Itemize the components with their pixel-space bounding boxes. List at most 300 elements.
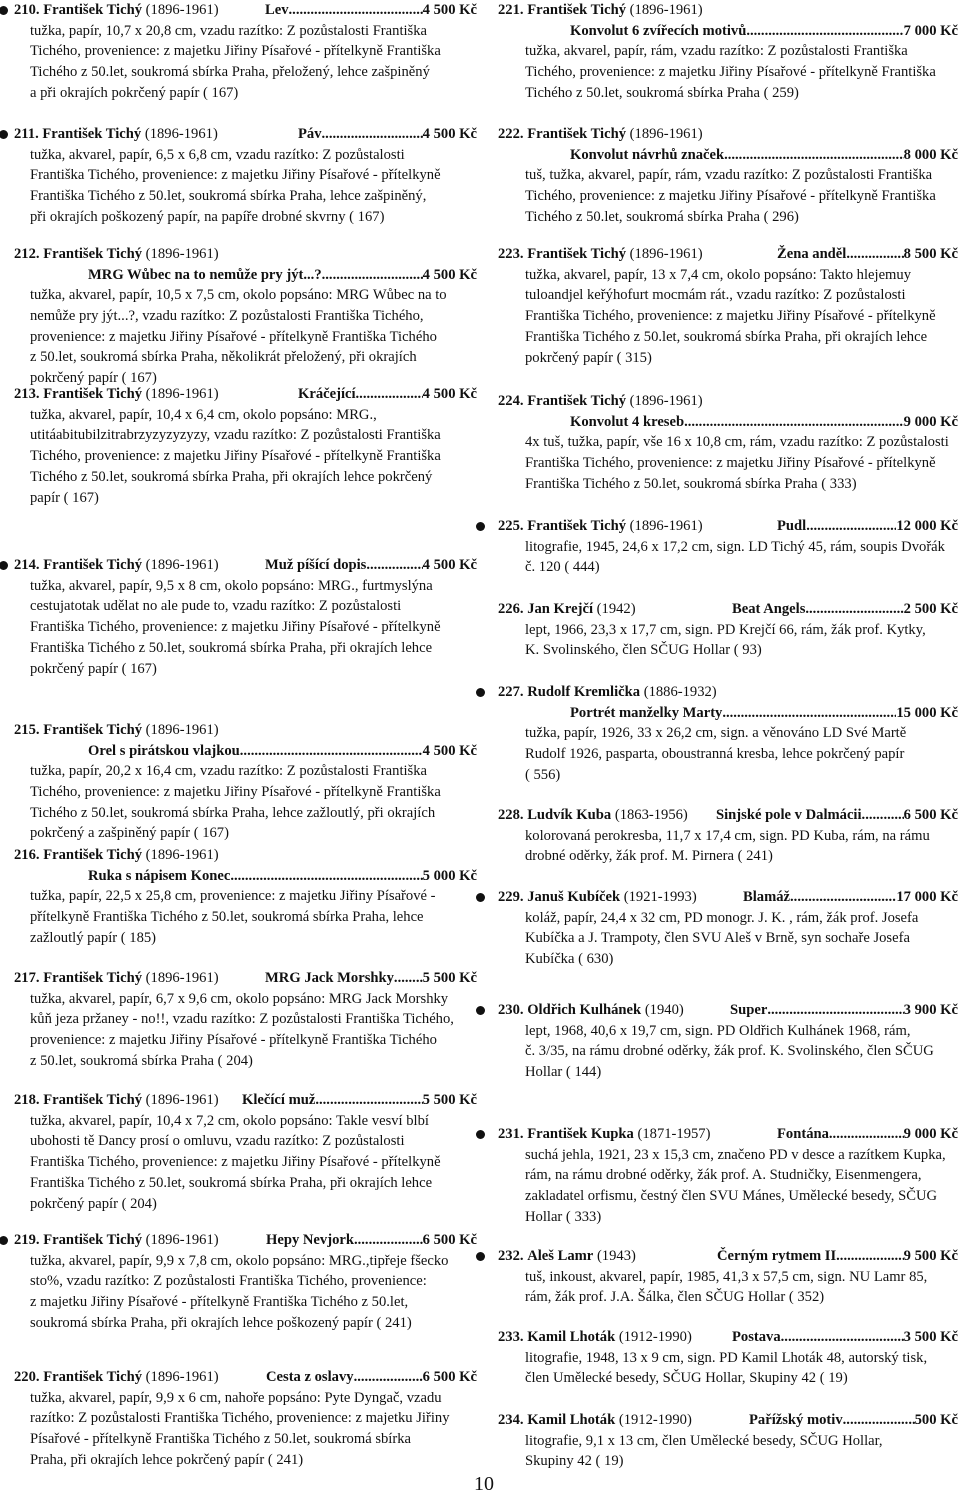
leader-dots <box>843 1410 915 1431</box>
author-name: František Tichý <box>43 722 142 738</box>
description-line: z 50.let, soukromá sbírka Praha, několikrát přeložený, při okrajích <box>30 349 417 366</box>
title-price-row <box>730 1000 958 1021</box>
author-name: František Tichý <box>43 2 142 18</box>
author-dates: (1871-1957) <box>637 1126 711 1142</box>
leader-dots <box>354 1367 423 1388</box>
description-line: Tichého z 50.let, soukromá sbírka Praha, při okrajích lehce pokrčený <box>30 468 433 485</box>
price: 4 500 Kč <box>422 126 477 142</box>
description-line: Hollar ( 333) <box>525 1208 602 1225</box>
author-dates: (1896-1961) <box>629 518 703 534</box>
price: 9 000 Kč <box>903 413 958 430</box>
description-line: Františka Tichého, provenience: z majetku Jiřiny Písařové - přítelkyně <box>30 1154 441 1171</box>
entry-description <box>525 165 958 227</box>
author-dates: (1896-1961) <box>145 1369 219 1385</box>
entry-description <box>30 21 477 104</box>
price: 9 000 Kč <box>903 1126 958 1142</box>
entry-header <box>498 805 958 826</box>
catalog-entry <box>3 968 477 1072</box>
price: 7 000 Kč <box>903 22 958 39</box>
entry-description <box>525 1348 958 1389</box>
price: 6 500 Kč <box>903 807 958 823</box>
title-price-row <box>242 1090 477 1111</box>
lot-number: 217. <box>14 970 40 986</box>
leader-dots <box>829 1124 904 1145</box>
author-name: Kamil Lhoták <box>527 1329 616 1345</box>
description-line: tuloandjel keřýhofurt mocmám rát., vzadu razítko: Z pozůstalosti <box>525 287 906 304</box>
description-line: tužka, akvarel, papír, 13 x 7,4 cm, okolo popsáno: Takto hlejemuy <box>525 266 911 283</box>
author-name: Oldřich Kulhánek <box>527 1002 642 1018</box>
title-price-row <box>717 1246 958 1267</box>
description-line: Františka Tichého z 50.let, soukromá sbírka Praha, lehce zašpiněný, <box>30 188 427 205</box>
price: 2 500 Kč <box>903 601 958 617</box>
description-line: tužka, papír, 10,7 x 20,8 cm, vzadu razítko: Z pozůstalosti Františka <box>30 22 428 39</box>
description-line: suchá jehla, 1921, 23 x 15,3 cm, značeno PD v desce a razítkem Kupka, <box>525 1146 946 1163</box>
leader-dots <box>356 384 423 405</box>
description-line: kolorovaná perokresba, 11,7 x 17,4 cm, sign. PD Kuba, rám, na rámu <box>525 827 930 844</box>
lot-number: 218. <box>14 1092 40 1108</box>
price: 17 000 Kč <box>896 889 958 905</box>
artwork-title: Super <box>730 1002 768 1018</box>
title-price-row <box>570 412 958 433</box>
entry-description <box>30 1251 477 1334</box>
title-price-row <box>88 741 477 762</box>
leader-dots <box>781 1327 904 1348</box>
title-price-row <box>743 887 958 908</box>
entry-heading <box>498 1000 684 1021</box>
entry-description <box>525 908 958 970</box>
author-dates: (1912-1990) <box>618 1329 692 1345</box>
lot-number: 228. <box>498 807 524 823</box>
artwork-title: Konvolut 6 zvířecích motivů <box>570 22 747 39</box>
artwork-title: Černým rytmem II <box>717 1248 837 1264</box>
entry-heading <box>498 1246 636 1267</box>
entry-description <box>525 1431 958 1472</box>
description-line: Písařové - přítelkyně Františka Tichého z 50.let, soukromá sbírka <box>30 1431 411 1448</box>
description-line: papír ( 167) <box>30 489 99 506</box>
description-line: Tichého z 50.let, soukromá sbírka Praha ( 296) <box>525 208 799 225</box>
description-line: tužka, akvarel, papír, 9,9 x 7,8 cm, okolo popsáno: MRG.,tipřeje fšecko <box>30 1252 449 1269</box>
artwork-title: Žena anděl <box>777 246 847 262</box>
entry-header <box>498 244 958 265</box>
price: 4 500 Kč <box>422 742 477 759</box>
catalog-entry <box>498 1000 958 1083</box>
author-name: František Tichý <box>527 518 626 534</box>
description-line: Františka Tichého, provenience: z majetku Jiřiny Písařové - přítelkyně <box>525 308 936 325</box>
author-dates: (1912-1990) <box>618 1412 692 1428</box>
artwork-title: Páv <box>298 126 322 142</box>
title-price-row <box>298 384 477 405</box>
description-line: cestujatotak udělat no ale pude to, vzadu razítko: Z pozůstalosti <box>30 598 402 615</box>
artwork-title: Blamáž <box>743 889 791 905</box>
entry-heading <box>498 682 717 703</box>
author-dates: (1896-1961) <box>145 722 219 738</box>
artwork-title: Beat Angels <box>732 601 806 617</box>
title-price-row <box>749 1410 958 1431</box>
price: 3 900 Kč <box>903 1002 958 1018</box>
author-dates: (1896-1961) <box>145 847 219 863</box>
lot-number: 212. <box>14 246 40 262</box>
leader-dots <box>767 1000 903 1021</box>
entry-header <box>498 1124 958 1145</box>
description-line: pokrčený papír ( 167) <box>30 660 157 677</box>
description-line: člen Umělecké besedy, SČUG Hollar, Skupiny 42 ( 19) <box>525 1370 848 1387</box>
author-name: František Tichý <box>43 847 142 863</box>
author-name: František Tichý <box>43 1092 142 1108</box>
description-line: Tichého, provenience: z majetku Jiřiny Písařové - přítelkyně Františka <box>30 784 441 801</box>
title-price-row <box>570 703 958 724</box>
title-price-row <box>570 21 958 42</box>
author-name: František Tichý <box>43 386 142 402</box>
author-dates: (1863-1956) <box>614 807 688 823</box>
title-price-row <box>298 124 477 145</box>
title-price-row <box>266 1230 477 1251</box>
bullet-marker <box>476 522 485 531</box>
leader-dots <box>366 555 422 576</box>
lot-number: 211. <box>14 126 39 142</box>
author-dates: (1896-1961) <box>145 557 219 573</box>
description-line: litografie, 1948, 13 x 9 cm, sign. PD Kamil Lhoták 48, autorský tisk, <box>525 1349 928 1366</box>
author-name: František Tichý <box>527 126 626 142</box>
description-line: tužka, akvarel, papír, 10,5 x 7,5 cm, okolo popsáno: MRG Wůbec na to <box>30 287 447 304</box>
artwork-title: Kráčející <box>298 386 356 402</box>
title-price-row <box>265 555 477 576</box>
entry-heading <box>498 391 703 412</box>
author-name: Rudolf Kremlička <box>527 684 641 700</box>
entry-header <box>3 1230 477 1251</box>
catalog-entry <box>3 0 477 104</box>
description-line: tužka, akvarel, papír, 10,4 x 7,2 cm, okolo popsáno: Takle vesví blbí <box>30 1112 429 1129</box>
artwork-title: Fontána <box>777 1126 829 1142</box>
catalog-entry <box>3 720 477 844</box>
lot-number: 231. <box>498 1126 524 1142</box>
description-line: litografie, 1945, 24,6 x 17,2 cm, sign. LD Tichý 45, rám, soupis Dvořák <box>525 538 945 555</box>
entry-description <box>30 285 477 389</box>
entry-header <box>3 384 477 405</box>
artwork-title: Postava <box>732 1329 781 1345</box>
description-line: z 50.let, soukromá sbírka Praha ( 204) <box>30 1052 253 1069</box>
artwork-title: MRG Jack Morshky <box>265 970 394 986</box>
bullet-marker <box>476 1130 485 1139</box>
entry-description <box>525 1021 958 1083</box>
description-line: a při okrajích pokrčený papír ( 167) <box>30 84 239 101</box>
bullet-marker <box>476 1006 485 1015</box>
lot-number: 215. <box>14 722 40 738</box>
entry-header <box>498 516 958 537</box>
entry-description <box>30 145 477 228</box>
page-number: 10 <box>474 1473 494 1495</box>
description-line: razítko: Z pozůstalosti Františka Tichého, provenience: z majetku Jiřiny <box>30 1410 450 1427</box>
catalog-entry <box>3 244 477 389</box>
leader-dots <box>790 887 896 908</box>
description-line: K. Svolinského, člen SČUG Hollar ( 93) <box>525 642 762 659</box>
lot-number: 234. <box>498 1412 524 1428</box>
price: 5 500 Kč <box>422 1092 477 1108</box>
entry-heading <box>3 720 219 741</box>
leader-dots <box>240 741 423 762</box>
catalog-entry <box>3 384 477 508</box>
title-price-row <box>266 1367 477 1388</box>
entry-header <box>498 887 958 908</box>
author-name: František Tichý <box>43 557 142 573</box>
author-dates: (1896-1961) <box>145 386 219 402</box>
price: 5 000 Kč <box>422 867 477 884</box>
description-line: Tichého z 50.let, soukromá sbírka Praha ( 259) <box>525 84 799 101</box>
author-dates: (1896-1961) <box>629 246 703 262</box>
entry-description <box>30 1388 477 1471</box>
author-name: Aleš Lamr <box>527 1248 594 1264</box>
bullet-marker <box>476 688 485 697</box>
artwork-title: Orel s pirátskou vlajkou <box>88 742 240 759</box>
description-line: drobné oděrky, žák prof. M. Pirnera ( 241) <box>525 848 773 865</box>
leader-dots <box>836 1246 904 1267</box>
lot-number: 220. <box>14 1369 40 1385</box>
lot-number: 224. <box>498 393 524 409</box>
entry-heading <box>498 887 697 908</box>
description-line: tužka, akvarel, papír, 6,5 x 6,8 cm, vzadu razítko: Z pozůstalosti <box>30 146 405 163</box>
entry-heading <box>3 384 219 405</box>
title-price-row <box>716 805 958 826</box>
description-line: Františka Tichého, provenience: z majetku Jiřiny Písařové - přítelkyně <box>30 619 441 636</box>
author-name: František Kupka <box>527 1126 634 1142</box>
leader-dots <box>722 703 896 724</box>
lot-number: 214. <box>14 557 40 573</box>
entry-header <box>3 845 477 866</box>
author-name: František Tichý <box>527 393 626 409</box>
entry-heading <box>3 968 219 989</box>
description-line: Tichého, provenience: z majetku Jiřiny Písařové - přítelkyně Františka <box>525 188 936 205</box>
catalog-entry <box>3 1367 477 1471</box>
author-name: František Tichý <box>43 246 142 262</box>
description-line: Hollar ( 144) <box>525 1064 602 1081</box>
description-line: nemůže pry jýt...?, vzadu razítko: Z pozůstalosti Františka Tichého, <box>30 308 424 325</box>
description-line: Františka Tichého z 50.let, soukromá sbírka Praha, při okrajích lehce <box>30 639 433 656</box>
leader-dots <box>862 805 904 826</box>
leader-dots <box>724 145 904 166</box>
entry-header <box>3 1090 477 1111</box>
author-name: František Tichý <box>43 1369 142 1385</box>
entry-heading <box>498 0 703 21</box>
price: 8 500 Kč <box>903 246 958 262</box>
entry-description <box>525 432 958 494</box>
entry-header <box>498 1246 958 1267</box>
description-line: tužka, papír, 22,5 x 25,8 cm, provenience: z majetku Jiřiny Písařové - <box>30 888 436 905</box>
title-price-row <box>570 145 958 166</box>
price: 9 500 Kč <box>903 1248 958 1264</box>
description-line: pokrčený papír ( 315) <box>525 349 652 366</box>
title-price-row <box>732 1327 958 1348</box>
leader-dots <box>846 244 903 265</box>
lot-number: 222. <box>498 126 524 142</box>
entry-header <box>498 391 958 412</box>
author-name: František Tichý <box>527 246 626 262</box>
description-line: lept, 1968, 40,6 x 19,7 cm, sign. PD Oldřich Kulhánek 1968, rám, <box>525 1022 911 1039</box>
entry-header <box>498 682 958 703</box>
entry-heading <box>3 0 219 21</box>
author-name: Januš Kubíček <box>527 889 621 905</box>
catalog-entry <box>498 516 958 578</box>
leader-dots <box>230 866 422 887</box>
leader-dots <box>684 412 904 433</box>
lot-number: 227. <box>498 684 524 700</box>
entry-heading <box>3 1367 219 1388</box>
leader-dots <box>805 599 903 620</box>
entry-description <box>525 620 958 661</box>
author-dates: (1896-1961) <box>145 2 219 18</box>
description-line: rám, žák prof. J.A. Šálka, člen SČUG Hollar ( 352) <box>525 1289 825 1306</box>
description-line: provenience: z majetku Jiřiny Písařové - přítelkyně Františka Tichého <box>30 328 437 345</box>
description-line: pokrčený papír ( 204) <box>30 1195 157 1212</box>
artwork-title: Muž píšící dopis <box>265 557 367 573</box>
catalog-entry <box>498 1410 958 1472</box>
entry-heading <box>498 1124 710 1145</box>
bullet-marker <box>476 893 485 902</box>
description-line: tuš, tužka, akvarel, papír, rám, vzadu razítko: Z pozůstalosti Františka <box>525 167 933 184</box>
catalog-entry <box>498 0 958 103</box>
entry-heading <box>3 244 219 265</box>
author-name: František Tichý <box>527 2 626 18</box>
entry-heading <box>3 1090 219 1111</box>
description-line: tužka, akvarel, papír, rám, vzadu razítko: Z pozůstalosti Františka <box>525 43 908 60</box>
description-line: Františka Tichého z 50.let, soukromá sbírka Praha ( 333) <box>525 475 857 492</box>
author-name: František Tichý <box>42 126 142 142</box>
description-line: Františka Tichého, provenience: z majetku Jiřiny Písařové - přítelkyně <box>30 167 441 184</box>
leader-dots <box>315 1090 422 1111</box>
author-dates: (1896-1961) <box>145 1232 219 1248</box>
description-line: č. 120 ( 444) <box>525 559 600 576</box>
catalog-entry <box>498 887 958 970</box>
entry-description <box>30 405 477 509</box>
entry-heading <box>3 1230 219 1251</box>
description-line: Tichého, provenience: z majetku Jiřiny Písařové - přítelkyně Františka <box>30 43 441 60</box>
leader-dots <box>806 516 896 537</box>
entry-heading <box>3 124 218 145</box>
description-line: rám, na rámu drobné oděrky, žák prof. A. Studničky, Eisenmengera, <box>525 1167 922 1184</box>
price: 12 000 Kč <box>896 518 958 534</box>
entry-heading <box>498 599 636 620</box>
leader-dots <box>289 0 423 21</box>
description-line: litografie, 9,1 x 13 cm, člen Umělecké besedy, SČUG Hollar, <box>525 1432 883 1449</box>
author-dates: (1896-1961) <box>145 970 219 986</box>
leader-dots <box>322 265 423 286</box>
description-line: Tichého z 50.let, soukromá sbírka Praha, lehce zažloutlý, při okrajích <box>30 804 436 821</box>
description-line: Kubíčka ( 630) <box>525 951 614 968</box>
lot-number: 221. <box>498 2 524 18</box>
author-dates: (1896-1961) <box>145 1092 219 1108</box>
leader-dots <box>746 21 903 42</box>
description-line: soukromá sbírka Praha, při okrajích lehce poškozený papír ( 241) <box>30 1314 412 1331</box>
price: 4 500 Kč <box>422 557 477 573</box>
artwork-title: MRG Wůbec na to nemůže pry jýt...? <box>88 266 322 283</box>
description-line: provenience: z majetku Jiřiny Písařové - přítelkyně Františka Tichého <box>30 1032 437 1049</box>
entry-header <box>498 1327 958 1348</box>
catalog-entry <box>3 845 477 948</box>
lot-number: 226. <box>498 601 524 617</box>
leader-dots <box>394 968 423 989</box>
description-line: zakladatel orfismu, čestný člen SVU Mánes, Umělecké besedy, SČUG <box>525 1188 938 1205</box>
catalog-entry <box>498 1246 958 1308</box>
description-line: přítelkyně Františka Tichého z 50.let, soukromá sbírka Praha, lehce <box>30 909 424 926</box>
lot-number: 230. <box>498 1002 524 1018</box>
artwork-title: Cesta z oslavy <box>266 1369 354 1385</box>
lot-number: 225. <box>498 518 524 534</box>
lot-number: 229. <box>498 889 524 905</box>
catalog-entry <box>498 1327 958 1389</box>
entry-heading <box>498 244 703 265</box>
leader-dots <box>354 1230 423 1251</box>
catalog-entry <box>498 682 958 785</box>
artwork-title: Hepy Nevjork <box>266 1232 354 1248</box>
entry-heading <box>498 124 703 145</box>
description-line: č. 3/35, na rámu drobné oděrky, žák prof. K. Svolinského, člen SČUG <box>525 1043 934 1060</box>
entry-description <box>30 989 477 1072</box>
author-dates: (1943) <box>596 1248 636 1264</box>
entry-heading <box>498 1410 692 1431</box>
description-line: Tichého z 50.let, soukromá sbírka Praha, přeložený, lehce zašpiněný <box>30 64 430 81</box>
entry-description <box>525 1145 958 1228</box>
author-name: Jan Krejčí <box>527 601 593 617</box>
catalog-entry <box>3 1230 477 1334</box>
entry-description <box>525 1267 958 1308</box>
entry-header <box>3 968 477 989</box>
catalog-entry <box>498 244 958 368</box>
author-dates: (1896-1961) <box>145 246 219 262</box>
price: 5 500 Kč <box>422 970 477 986</box>
author-name: František Tichý <box>43 1232 142 1248</box>
lot-number: 216. <box>14 847 40 863</box>
entry-header <box>3 0 477 21</box>
description-line: Tichého, provenience: z majetku Jiřiny Písařové - přítelkyně Františka <box>30 448 441 465</box>
artwork-title: Lev <box>265 2 289 18</box>
entry-heading <box>498 805 688 826</box>
description-line: Kubíčka a J. Trampoty, člen SVU Aleš v Brně, syn sochaře Josefa <box>525 930 910 947</box>
description-line: Františka Tichého z 50.let, soukromá sbírka Praha, při okrajích lehce <box>30 1174 433 1191</box>
entry-header <box>3 720 477 741</box>
artwork-title: Konvolut 4 kreseb <box>570 413 685 430</box>
price: 4 500 Kč <box>422 266 477 283</box>
entry-description <box>525 826 958 867</box>
entry-heading <box>498 516 703 537</box>
description-line: pokrčený papír ( 167) <box>30 370 157 387</box>
author-dates: (1896-1961) <box>629 126 703 142</box>
price: 4 500 Kč <box>422 2 477 18</box>
artwork-title: Portrét manželky Marty <box>570 704 723 721</box>
description-line: sto%, vzadu razítko: Z pozůstalosti Františka Tichého, provenience: <box>30 1273 427 1290</box>
description-line: Františka Tichého z 50.let, soukromá sbírka Praha, při okrajích lehce <box>525 328 928 345</box>
description-line: při okrajích poškozený papír, na papíře drobné skvrny ( 167) <box>30 208 385 225</box>
title-price-row <box>732 599 958 620</box>
author-dates: (1940) <box>644 1002 684 1018</box>
description-line: kůň jeza pržaney - no!!, vzadu razítko: Z pozůstalosti Františka Tichého, <box>30 1011 454 1028</box>
entry-description <box>525 265 958 369</box>
entry-description <box>30 761 477 844</box>
entry-description <box>30 886 477 948</box>
title-price-row <box>777 1124 958 1145</box>
entry-heading <box>3 845 219 866</box>
entry-header <box>498 0 958 21</box>
artwork-title: Ruka s nápisem Konec <box>88 867 231 884</box>
entry-header <box>3 124 477 145</box>
catalog-entry <box>498 805 958 867</box>
entry-description <box>30 1111 477 1215</box>
lot-number: 219. <box>14 1232 40 1248</box>
description-line: pokrčený a zašpiněný papír ( 167) <box>30 825 229 842</box>
price: 3 500 Kč <box>903 1329 958 1345</box>
bullet-marker <box>476 1252 485 1261</box>
description-line: lept, 1966, 23,3 x 17,7 cm, sign. PD Krejčí 66, rám, žák prof. Kytky, <box>525 621 926 638</box>
entry-header <box>3 244 477 265</box>
entry-header <box>498 1000 958 1021</box>
title-price-row <box>88 265 477 286</box>
